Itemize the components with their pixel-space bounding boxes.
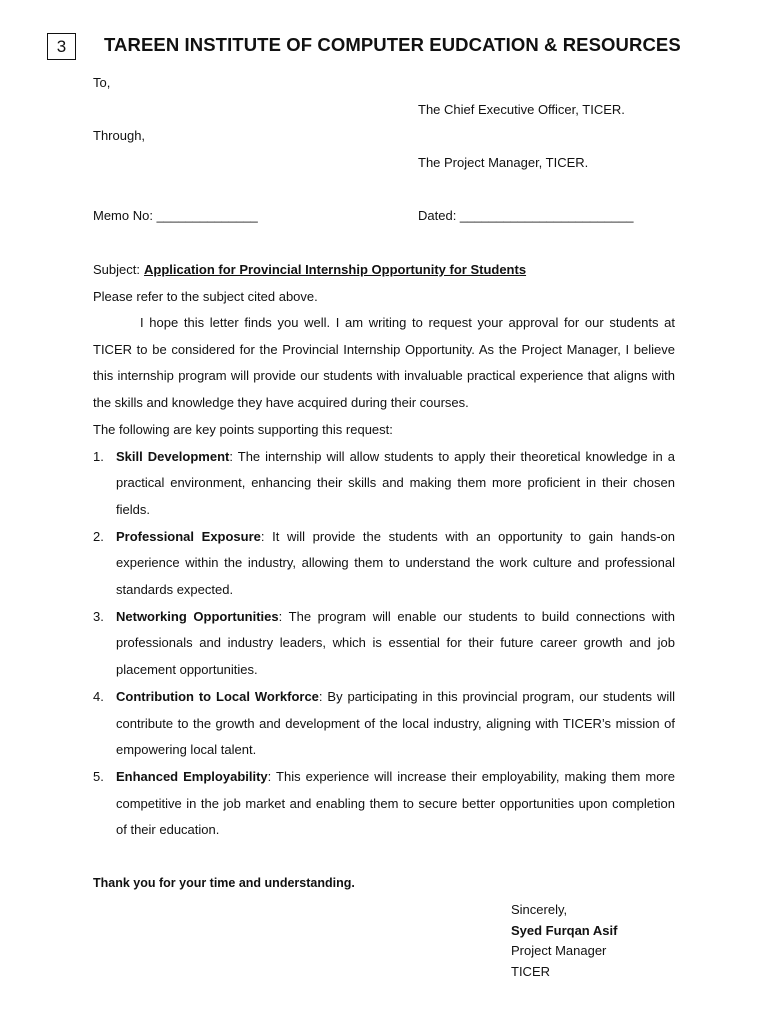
- point-number: 4.: [93, 688, 104, 704]
- salutation: Sincerely,: [511, 902, 568, 917]
- letter-body: [93, 310, 675, 844]
- point-number: 2.: [93, 528, 104, 544]
- signer-name: Syed Furqan Asif: [511, 922, 618, 938]
- dated-field: Dated: ________________________: [418, 208, 634, 223]
- point-term: Enhanced Employability: [116, 768, 268, 784]
- page-number-box: [47, 33, 76, 60]
- to-label: To,: [93, 75, 111, 90]
- signer-role: Project Manager: [511, 943, 607, 958]
- thanks-line: Thank you for your time and understanding.: [93, 876, 355, 890]
- list-item: [93, 524, 675, 604]
- signer-org: TICER: [511, 963, 550, 979]
- point-text: : This experience will increase their employability, making them more competitive in the job market and enabling them to secure better opportunities upon completion of their education.: [116, 768, 675, 838]
- subject-label: Subject:: [93, 262, 140, 277]
- subject-text: Application for Provincial Internship Opportunity for Students: [143, 262, 527, 277]
- list-item: [93, 684, 675, 764]
- point-term: Professional Exposure: [116, 528, 261, 544]
- key-points-list: [93, 444, 675, 845]
- point-number: 1.: [93, 448, 104, 464]
- memo-number-field: Memo No: ______________: [93, 208, 258, 223]
- list-item: [93, 764, 675, 844]
- refer-line: Please refer to the subject cited above.: [93, 289, 318, 304]
- through-label: Through,: [93, 128, 146, 143]
- intro-paragraph: I hope this letter finds you well. I am writing to request your approval for our students at TICER to be considered for the Provincial Internship Opportunity. As the Project Manager, I believe this internship program will provide our students with invaluable practical experience that aligns with the skills and knowledge they have acquired during their courses.: [93, 315, 675, 411]
- point-number: 3.: [93, 608, 104, 624]
- list-item: [93, 444, 675, 524]
- institute-title: TAREEN INSTITUTE OF COMPUTER EUDCATION & RESOURCES: [104, 34, 681, 55]
- point-text: : By participating in this provincial program, our students will contribute to the growth and development of the local industry, aligning with TICER’s mission of empowering local talent.: [116, 688, 675, 758]
- page-number: 3: [56, 36, 67, 56]
- point-term: Networking Opportunities: [116, 608, 279, 624]
- point-text: : It will provide the students with an opportunity to gain hands-on experience within the industry, allowing them to understand the work culture and professional standards expected.: [116, 528, 675, 598]
- point-number: 5.: [93, 768, 104, 784]
- lead-in-line: The following are key points supporting this request:: [93, 421, 393, 437]
- point-text: : The internship will allow students to apply their theoretical knowledge in a practical environment, enhancing their skills and making them more proficient in their chosen fields.: [116, 448, 676, 517]
- point-text: : The program will enable our students to build connections with professionals and industry leaders, which is essential for their future career growth and job placement opportunities.: [116, 608, 675, 678]
- to-recipient: The Chief Executive Officer, TICER.: [418, 102, 625, 117]
- through-recipient: The Project Manager, TICER.: [418, 155, 589, 170]
- subject-line: [93, 262, 526, 277]
- point-term: Contribution to Local Workforce: [116, 688, 319, 704]
- signature-block: [511, 900, 617, 982]
- list-item: [93, 604, 675, 684]
- point-term: Skill Development: [116, 448, 230, 464]
